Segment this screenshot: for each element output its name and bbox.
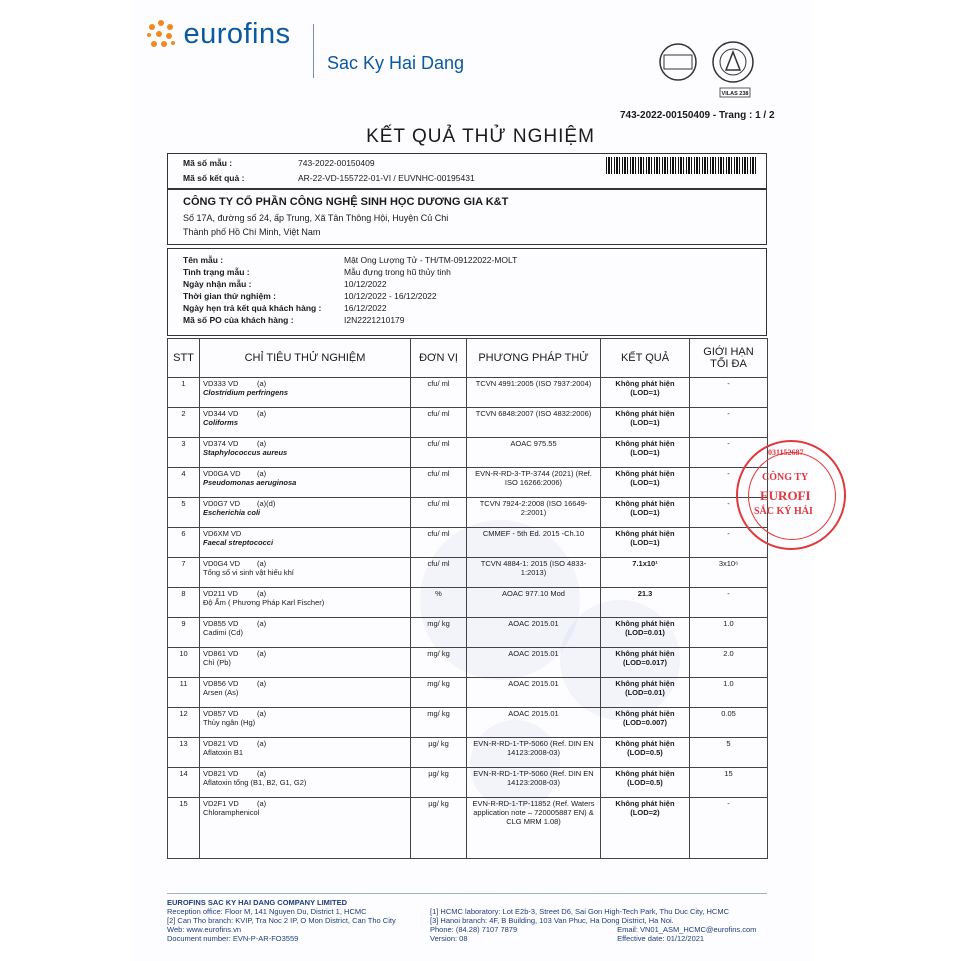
cell-test-item: [200, 438, 411, 468]
cell-method: AOAC 2015.01: [467, 648, 601, 678]
cell-method: EVN-R-RD-1-TP-5060 (Ref. DIN EN 14123:2008-03): [467, 738, 601, 768]
test-code: VD857 VD: [203, 709, 239, 718]
results-table: [167, 338, 768, 859]
test-flag: (a): [257, 769, 267, 778]
sample-info-label: Ngày nhận mẫu :: [183, 279, 252, 289]
vilas-label: VILAS 238: [721, 91, 749, 97]
cell-test-item: [200, 708, 411, 738]
test-flag: (a)(d): [257, 499, 276, 508]
cell-stt: 4: [168, 468, 200, 498]
test-name: Cadimi (Cd): [203, 628, 244, 637]
footer-web: Web: www.eurofins.vn: [167, 925, 242, 934]
sample-info-value: 10/12/2022 - 16/12/2022: [344, 291, 437, 301]
cell-unit: µg/ kg: [411, 768, 467, 798]
test-code: VD333 VD: [203, 379, 239, 388]
cell-limit: -: [690, 438, 768, 468]
cell-unit: %: [411, 588, 467, 618]
cell-stt: 3: [168, 438, 200, 468]
cell-test-item: [200, 468, 411, 498]
cell-test-item: [200, 498, 411, 528]
cell-result: Không phát hiện (LOD=1): [601, 528, 690, 558]
test-flag: (a): [257, 619, 267, 628]
company-stamp: [736, 440, 846, 550]
cell-unit: mg/ kg: [411, 618, 467, 648]
sample-code-label: Mã số mẫu :: [183, 158, 233, 168]
footer-left: [167, 898, 396, 943]
cell-method: AOAC 2015.01: [467, 618, 601, 648]
test-code: VD821 VD: [203, 739, 239, 748]
cell-result: Không phát hiện (LOD=0.01): [601, 618, 690, 648]
cell-test-item: [200, 798, 411, 859]
cell-stt: 6: [168, 528, 200, 558]
logo-divider: [313, 24, 314, 78]
test-name: Aflatoxin B1: [203, 748, 244, 757]
cell-stt: 9: [168, 618, 200, 648]
sample-info-value: 10/12/2022: [344, 279, 387, 289]
cell-method: EVN-R-RD-1-TP-5060 (Ref. DIN EN 14123:2008-03): [467, 768, 601, 798]
brand-name: eurofins: [183, 18, 291, 50]
client-box: [167, 189, 767, 245]
document-reference: 743-2022-00150409 - Trang : 1 / 2: [620, 110, 775, 121]
cell-stt: 5: [168, 498, 200, 528]
test-flag: (a): [257, 739, 267, 748]
table-row: [168, 558, 768, 588]
cell-result: Không phát hiện (LOD=0.5): [601, 738, 690, 768]
cell-method: AOAC 977.10 Mod: [467, 588, 601, 618]
client-name: CÔNG TY CỔ PHẦN CÔNG NGHỆ SINH HỌC DƯƠNG GIA K&T: [183, 196, 509, 208]
cell-result: Không phát hiện (LOD=2): [601, 798, 690, 859]
footer-effective: Effective date: 01/12/2021: [617, 934, 705, 943]
header-limit: GIỚI HẠN TỐI ĐA: [690, 339, 768, 378]
cell-limit: 2.0: [690, 648, 768, 678]
cell-stt: 8: [168, 588, 200, 618]
cell-unit: mg/ kg: [411, 708, 467, 738]
footer-divider: [167, 893, 767, 894]
cell-method: CMMEF - 5th Ed. 2015 -Ch.10: [467, 528, 601, 558]
test-name: Staphylococcus aureus: [203, 448, 288, 457]
cell-unit: mg/ kg: [411, 678, 467, 708]
cell-stt: 11: [168, 678, 200, 708]
cell-method: EVN-R-RD-1-TP-11852 (Ref. Waters application note – 720005887 EN) & CLG MRM 1.08): [467, 798, 601, 859]
cell-stt: 7: [168, 558, 200, 588]
cell-result: 7.1x10¹: [601, 558, 690, 588]
cell-limit: 1.0: [690, 618, 768, 648]
cell-unit: cfu/ ml: [411, 558, 467, 588]
cell-unit: cfu/ ml: [411, 438, 467, 468]
sample-info-value: I2N2221210179: [344, 315, 405, 325]
header-stt: STT: [168, 339, 200, 378]
test-flag: (a): [257, 379, 267, 388]
header-result: KẾT QUẢ: [601, 339, 690, 378]
page-title: KẾT QUẢ THỬ NGHIỆM: [366, 126, 595, 147]
cell-test-item: [200, 588, 411, 618]
table-row: [168, 708, 768, 738]
footer-company: EUROFINS SAC KY HAI DANG COMPANY LIMITED: [167, 898, 348, 907]
test-code: VD211 VD: [203, 589, 238, 598]
cell-test-item: [200, 678, 411, 708]
cell-limit: -: [690, 378, 768, 408]
cell-limit: 5: [690, 738, 768, 768]
cell-test-item: [200, 648, 411, 678]
eurofins-logo: [147, 18, 291, 51]
test-code: VD0G7 VD: [203, 499, 241, 508]
cell-result: Không phát hiện (LOD=0.01): [601, 678, 690, 708]
sample-info-label: Thời gian thử nghiệm :: [183, 291, 276, 301]
test-name: Chì (Pb): [203, 658, 231, 667]
cell-result: Không phát hiện (LOD=1): [601, 408, 690, 438]
footer-version: Version: 08: [430, 934, 468, 943]
cell-result: Không phát hiện (LOD=0.5): [601, 768, 690, 798]
cell-result: Không phát hiện (LOD=1): [601, 378, 690, 408]
sample-info-label: Tên mẫu :: [183, 255, 224, 265]
cell-limit: -: [690, 408, 768, 438]
table-row: [168, 588, 768, 618]
test-name: Pseudomonas aeruginosa: [203, 478, 297, 487]
sample-info-box: [167, 248, 767, 336]
sample-info-value: 16/12/2022: [344, 303, 387, 313]
cell-unit: cfu/ ml: [411, 528, 467, 558]
test-flag: (a): [257, 709, 267, 718]
header-unit: ĐƠN VỊ: [411, 339, 467, 378]
cell-unit: µg/ kg: [411, 798, 467, 859]
cell-test-item: [200, 528, 411, 558]
test-code: VD2F1 VD: [203, 799, 239, 808]
test-code: VD374 VD: [203, 439, 239, 448]
cell-result: Không phát hiện (LOD=1): [601, 438, 690, 468]
sample-info-value: Mẫu đựng trong hũ thủy tinh: [344, 267, 451, 277]
test-code: VD856 VD: [203, 679, 239, 688]
cell-method: TCVN 4991:2005 (ISO 7937:2004): [467, 378, 601, 408]
table-row: [168, 528, 768, 558]
test-name: Tổng số vi sinh vật hiếu khí: [203, 568, 294, 577]
cell-stt: 10: [168, 648, 200, 678]
cell-stt: 13: [168, 738, 200, 768]
cell-method: TCVN 4884-1: 2015 (ISO 4833-1:2013): [467, 558, 601, 588]
test-flag: (a): [257, 409, 267, 418]
test-flag: (a): [257, 649, 267, 658]
sample-info-label: Ngày hẹn trả kết quả khách hàng :: [183, 303, 322, 313]
test-code: VD861 VD: [203, 649, 239, 658]
cell-limit: -: [690, 528, 768, 558]
stamp-number: 031152687: [768, 448, 804, 457]
test-code: VD0G4 VD: [203, 559, 241, 568]
cell-result: Không phát hiện (LOD=1): [601, 468, 690, 498]
footer-phone: Phone: (84.28) 7107 7879: [430, 925, 518, 934]
table-row: [168, 468, 768, 498]
cell-result: Không phát hiện (LOD=1): [601, 498, 690, 528]
cell-test-item: [200, 408, 411, 438]
stamp-line2: EUROFI: [760, 488, 811, 503]
barcode: [606, 157, 758, 174]
test-flag: (a): [257, 469, 267, 478]
test-name: Chloramphenicol: [203, 808, 260, 817]
footer-docnum: Document number: EVN-P-AR-FO3559: [167, 934, 299, 943]
stamp-line3: SẮC KÝ HẢI: [754, 506, 813, 517]
cell-method: AOAC 2015.01: [467, 678, 601, 708]
test-code: VD821 VD: [203, 769, 239, 778]
cell-limit: -: [690, 588, 768, 618]
test-name: Arsen (As): [203, 688, 239, 697]
table-row: [168, 408, 768, 438]
table-row: [168, 738, 768, 768]
table-row: [168, 798, 768, 859]
cell-unit: cfu/ ml: [411, 498, 467, 528]
accreditation-seal-icon: [656, 38, 776, 98]
table-row: [168, 648, 768, 678]
cell-method: TCVN 6848:2007 (ISO 4832:2006): [467, 408, 601, 438]
cell-stt: 1: [168, 378, 200, 408]
cell-test-item: [200, 618, 411, 648]
stamp-line1: CÔNG TY: [762, 472, 809, 483]
cell-test-item: [200, 378, 411, 408]
test-name: Faecal streptococci: [203, 538, 274, 547]
test-flag: (a): [257, 589, 267, 598]
cell-method: EVN-R-RD-3-TP-3744 (2021) (Ref. ISO 16266:2006): [467, 468, 601, 498]
table-row: [168, 438, 768, 468]
cell-method: TCVN 7924-2:2008 (ISO 16649-2:2001): [467, 498, 601, 528]
sample-code-value: 743-2022-00150409: [298, 158, 375, 168]
result-code-value: AR-22-VD-155722-01-VI / EUVNHC-00195431: [298, 173, 475, 183]
test-name: Thủy ngân (Hg): [203, 718, 256, 727]
table-row: [168, 678, 768, 708]
test-code: VD855 VD: [203, 619, 239, 628]
test-name: Clostridium perfringens: [203, 388, 289, 397]
cell-test-item: [200, 738, 411, 768]
cell-method: AOAC 2015.01: [467, 708, 601, 738]
footer-cantho: [2] Can Tho branch: KVIP, Tra Noc 2 IP, O Mon District, Can Tho City: [167, 916, 396, 925]
cell-stt: 12: [168, 708, 200, 738]
cell-unit: mg/ kg: [411, 648, 467, 678]
cell-limit: 15: [690, 768, 768, 798]
cell-stt: 2: [168, 408, 200, 438]
sample-info-label: Tình trạng mẫu :: [183, 267, 250, 277]
cell-limit: -: [690, 468, 768, 498]
test-flag: (a): [257, 559, 267, 568]
cell-result: Không phát hiện (LOD=0.007): [601, 708, 690, 738]
result-code-label: Mã số kết quả :: [183, 173, 245, 183]
cell-test-item: [200, 558, 411, 588]
footer-email: Email: VN01_ASM_HCMC@eurofins.com: [617, 925, 757, 934]
cell-stt: 14: [168, 768, 200, 798]
test-name: Coliforms: [203, 418, 239, 427]
cell-stt: 15: [168, 798, 200, 859]
cell-limit: 3x10⁶: [690, 558, 768, 588]
table-row: [168, 768, 768, 798]
sample-info-value: Mật Ong Lượng Tử - TH/TM-09122022-MOLT: [344, 255, 518, 265]
accreditation-logos: [656, 38, 776, 103]
client-address-line1: Số 17A, đường số 24, ấp Trung, Xã Tân Thông Hội, Huyện Củ Chi: [183, 213, 449, 223]
cell-unit: cfu/ ml: [411, 468, 467, 498]
cell-method: AOAC 975.55: [467, 438, 601, 468]
cell-unit: µg/ kg: [411, 738, 467, 768]
subbrand: Sac Ky Hai Dang: [327, 53, 465, 73]
test-name: Aflatoxin tổng (B1, B2, G1, G2): [203, 778, 307, 787]
cell-result: 21.3: [601, 588, 690, 618]
test-flag: (a): [257, 799, 267, 808]
header-method: PHƯƠNG PHÁP THỬ: [467, 339, 601, 378]
cell-test-item: [200, 768, 411, 798]
table-header-row: [168, 339, 768, 378]
client-address-line2: Thành phố Hồ Chí Minh, Việt Nam: [183, 227, 321, 237]
footer-reception: Reception office: Floor M, 141 Nguyen Du, District 1, HCMC: [167, 907, 367, 916]
table-row: [168, 378, 768, 408]
cell-limit: -: [690, 498, 768, 528]
cell-limit: 0.05: [690, 708, 768, 738]
footer-hcmc: [1] HCMC laboratory: Lot E2b-3, Street D6, Sai Gon High-Tech Park, Thu Duc City, HCMC: [430, 907, 729, 916]
test-name: Độ Ẩm ( Phương Pháp Karl Fischer): [203, 598, 325, 607]
cell-limit: -: [690, 798, 768, 859]
test-flag: (a): [257, 439, 267, 448]
cell-limit: 1.0: [690, 678, 768, 708]
eurofins-dots-icon: [147, 20, 179, 50]
cell-result: Không phát hiện (LOD=0.017): [601, 648, 690, 678]
cell-unit: cfu/ ml: [411, 378, 467, 408]
cell-unit: cfu/ ml: [411, 408, 467, 438]
test-flag: (a): [257, 679, 267, 688]
table-row: [168, 498, 768, 528]
table-row: [168, 618, 768, 648]
test-code: VD0GA VD: [203, 469, 241, 478]
test-code: VD6XM VD: [203, 529, 242, 538]
header-test-item: CHỈ TIÊU THỬ NGHIỆM: [200, 339, 411, 378]
footer-right: [430, 898, 756, 943]
test-name: Escherichia coli: [203, 508, 261, 517]
test-code: VD344 VD: [203, 409, 239, 418]
footer-hanoi: [3] Hanoi branch: 4F, B Building, 103 Van Phuc, Ha Dong District, Ha Noi.: [430, 916, 674, 925]
sample-info-label: Mã số PO của khách hàng :: [183, 315, 294, 325]
